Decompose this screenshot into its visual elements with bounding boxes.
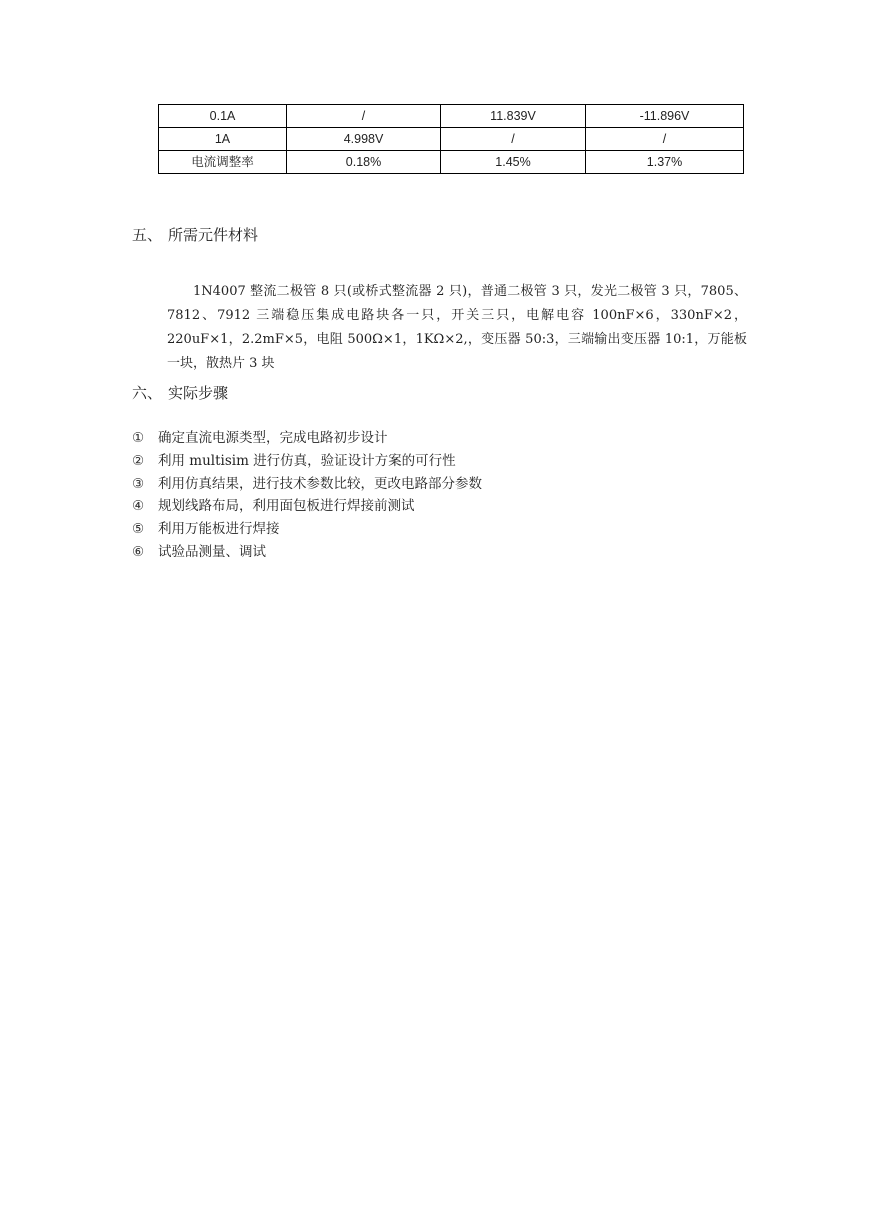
list-item xyxy=(132,518,482,541)
table-cell: / xyxy=(586,128,744,151)
section-heading-materials xyxy=(132,224,258,245)
table-cell: 电流调整率 xyxy=(159,151,287,174)
step-text: 试验品测量、调试 xyxy=(158,543,266,560)
step-marker: ⑤ xyxy=(132,521,145,538)
list-item xyxy=(132,450,482,473)
materials-paragraph: 1N4007 整流二极管 8 只(或桥式整流器 2 只)，普通二极管 3 只，发光二极管 3 只，7805、7812、7912 三端稳压集成电路块各一只，开关三只，电解电容 100nF×6，330nF×2，220uF×1，2.2mF×5，电阻 500Ω×1，1KΩ×2,，变压器 50:3，三端输出变压器 10:1，万能板一块，散热片 3 块 xyxy=(167,284,747,371)
section-heading-steps xyxy=(132,382,228,403)
step-text: 利用万能板进行焊接 xyxy=(158,521,280,538)
list-item xyxy=(132,495,482,518)
section-number: 六、 xyxy=(132,384,163,402)
step-marker: ② xyxy=(132,452,145,469)
table-row xyxy=(159,128,744,151)
measurement-table xyxy=(158,104,744,174)
list-item xyxy=(132,541,482,564)
section-number: 五、 xyxy=(132,226,163,244)
step-text: 利用 multisim 进行仿真，验证设计方案的可行性 xyxy=(158,452,456,469)
step-text: 确定直流电源类型，完成电路初步设计 xyxy=(158,430,388,446)
table-cell: 1.45% xyxy=(441,151,586,174)
table-cell: 4.998V xyxy=(287,128,441,151)
table-cell: / xyxy=(287,105,441,128)
step-marker: ① xyxy=(132,430,145,446)
step-text: 利用仿真结果，进行技术参数比较，更改电路部分参数 xyxy=(158,475,482,492)
table-cell: 0.18% xyxy=(287,151,441,174)
table-cell: 0.1A xyxy=(159,105,287,128)
list-item xyxy=(132,473,482,496)
table-cell: 1A xyxy=(159,128,287,151)
step-text: 规划线路布局，利用面包板进行焊接前测试 xyxy=(158,498,415,515)
section-title: 实际步骤 xyxy=(168,384,229,402)
table-cell: / xyxy=(441,128,586,151)
table-row xyxy=(159,151,744,174)
table-row xyxy=(159,105,744,128)
step-marker: ④ xyxy=(132,498,145,515)
list-item xyxy=(132,427,482,450)
step-marker: ③ xyxy=(132,475,145,492)
table-cell: -11.896V xyxy=(586,105,744,128)
section-title: 所需元件材料 xyxy=(168,226,259,244)
step-marker: ⑥ xyxy=(132,543,145,560)
table-cell: 1.37% xyxy=(586,151,744,174)
steps-list xyxy=(132,427,482,564)
table-cell: 11.839V xyxy=(441,105,586,128)
